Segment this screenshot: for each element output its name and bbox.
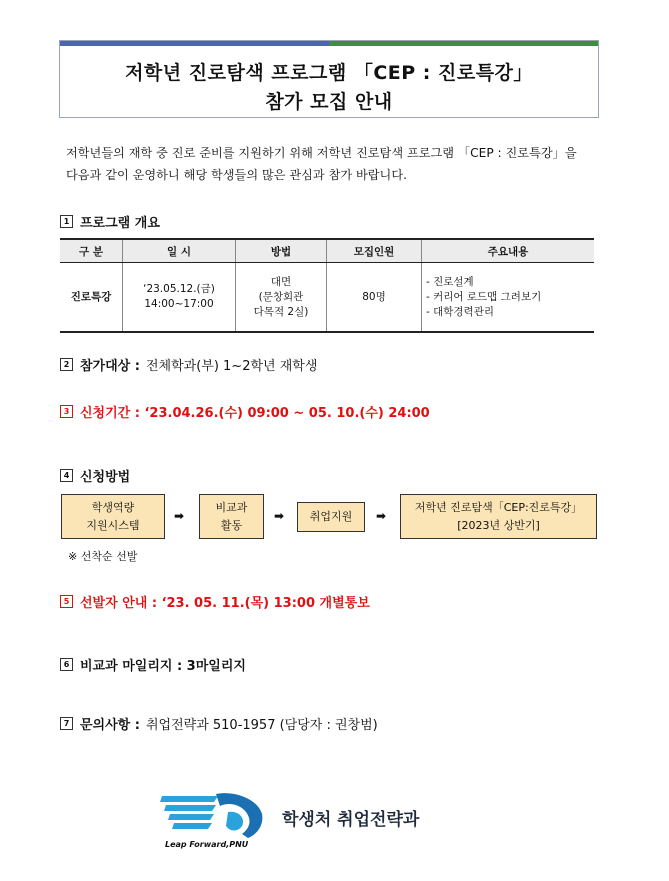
- header-contents: 주요내용: [422, 239, 595, 263]
- section-number: 5: [60, 595, 73, 608]
- first-come-note: ※ 선착순 선발: [68, 550, 138, 563]
- section-number: 6: [60, 658, 73, 671]
- flow-step-line: 비교과: [215, 500, 248, 514]
- page-title: 저학년 진로탐색 프로그램 「CEP : 진로특강」: [125, 62, 533, 84]
- flow-step-line: 지원시스템: [86, 518, 140, 532]
- flow-step-line: 취업지원: [309, 510, 353, 523]
- intro-paragraph: [66, 142, 606, 186]
- flow-step-4: [400, 494, 597, 539]
- flow-step-line: 저학년 진로탐색「CEP:진로특강」: [414, 500, 583, 514]
- header-category: 구 분: [60, 239, 123, 263]
- section-label: 참가대상 :: [80, 359, 140, 374]
- title-bar-blue: [60, 41, 329, 46]
- content-item: - 대학경력관리: [426, 305, 494, 318]
- flow-step-line: 학생역량: [91, 500, 135, 514]
- arrow-icon: ➡: [376, 509, 387, 523]
- program-table: [60, 238, 594, 333]
- section-inquiry: [60, 714, 378, 733]
- arrow-icon: ➡: [274, 509, 285, 523]
- section-selection-notice: [60, 592, 370, 611]
- section-label: 신청방법: [80, 470, 131, 485]
- section-number: 4: [60, 469, 73, 482]
- cell-method: [236, 263, 327, 333]
- method-line: 대면: [270, 275, 292, 288]
- flow-step-1: [61, 494, 165, 539]
- header-method: 방법: [236, 239, 327, 263]
- table-header-row: [60, 239, 594, 263]
- title-box: [59, 40, 599, 118]
- section-value: 취업전략과 510-1957 (담당자 : 권창범): [145, 718, 378, 733]
- content-item: - 진로설계: [426, 275, 474, 288]
- flow-step-line: [2023년 상반기]: [457, 518, 540, 532]
- title-bar-green: [329, 41, 598, 46]
- cell-capacity: 80명: [327, 263, 422, 333]
- department-name: 학생처 취업전략과: [282, 810, 420, 830]
- section-target: [60, 355, 317, 374]
- arrow-icon: ➡: [174, 509, 185, 523]
- section-application-method: [60, 466, 130, 485]
- section-label: 문의사항 :: [80, 718, 140, 733]
- flow-step-line: 활동: [220, 518, 243, 532]
- date-line: ‘23.05.12.(금): [143, 283, 215, 295]
- content-item: - 커리어 로드맵 그려보기: [426, 290, 542, 303]
- intro-line-1: 저학년들의 재학 중 진로 준비를 지원하기 위해 저학년 진로탐색 프로그램 「CEP : 진로특강」을: [66, 146, 577, 160]
- section-number: 1: [60, 215, 73, 228]
- page-subtitle: 참가 모집 안내: [265, 91, 393, 113]
- section-program-overview: [60, 212, 160, 231]
- cell-category: 진로특강: [60, 263, 123, 333]
- time-line: 14:00~17:00: [144, 298, 214, 310]
- section-label: 프로그램 개요: [80, 216, 160, 231]
- flow-step-2: [199, 494, 264, 539]
- header-capacity: 모집인원: [327, 239, 422, 263]
- table-row: [60, 263, 594, 333]
- section-application-period: [60, 402, 430, 421]
- cell-contents: [422, 263, 595, 333]
- section-label: 신청기간 : ‘23.04.26.(수) 09:00 ~ 05. 10.(수) 24:00: [80, 406, 430, 421]
- section-mileage: [60, 655, 246, 674]
- section-number: 7: [60, 717, 73, 730]
- section-number: 2: [60, 358, 73, 371]
- section-number: 3: [60, 405, 73, 418]
- section-value: 전체학과(부) 1~2학년 재학생: [145, 359, 318, 374]
- cell-date: [123, 263, 236, 333]
- section-label: 비교과 마일리지 : 3마일리지: [80, 659, 246, 674]
- intro-line-2: 다음과 같이 운영하니 해당 학생들의 많은 관심과 참가 바랍니다.: [66, 168, 407, 182]
- method-line: 다목적 2실): [253, 305, 309, 318]
- flow-step-3: [297, 502, 365, 532]
- logo-text: Leap Forward,PNU: [165, 840, 249, 849]
- section-label: 선발자 안내 : ‘23. 05. 11.(목) 13:00 개별통보: [80, 596, 370, 611]
- method-line: (문창회관: [258, 290, 304, 303]
- header-date: 일 시: [123, 239, 236, 263]
